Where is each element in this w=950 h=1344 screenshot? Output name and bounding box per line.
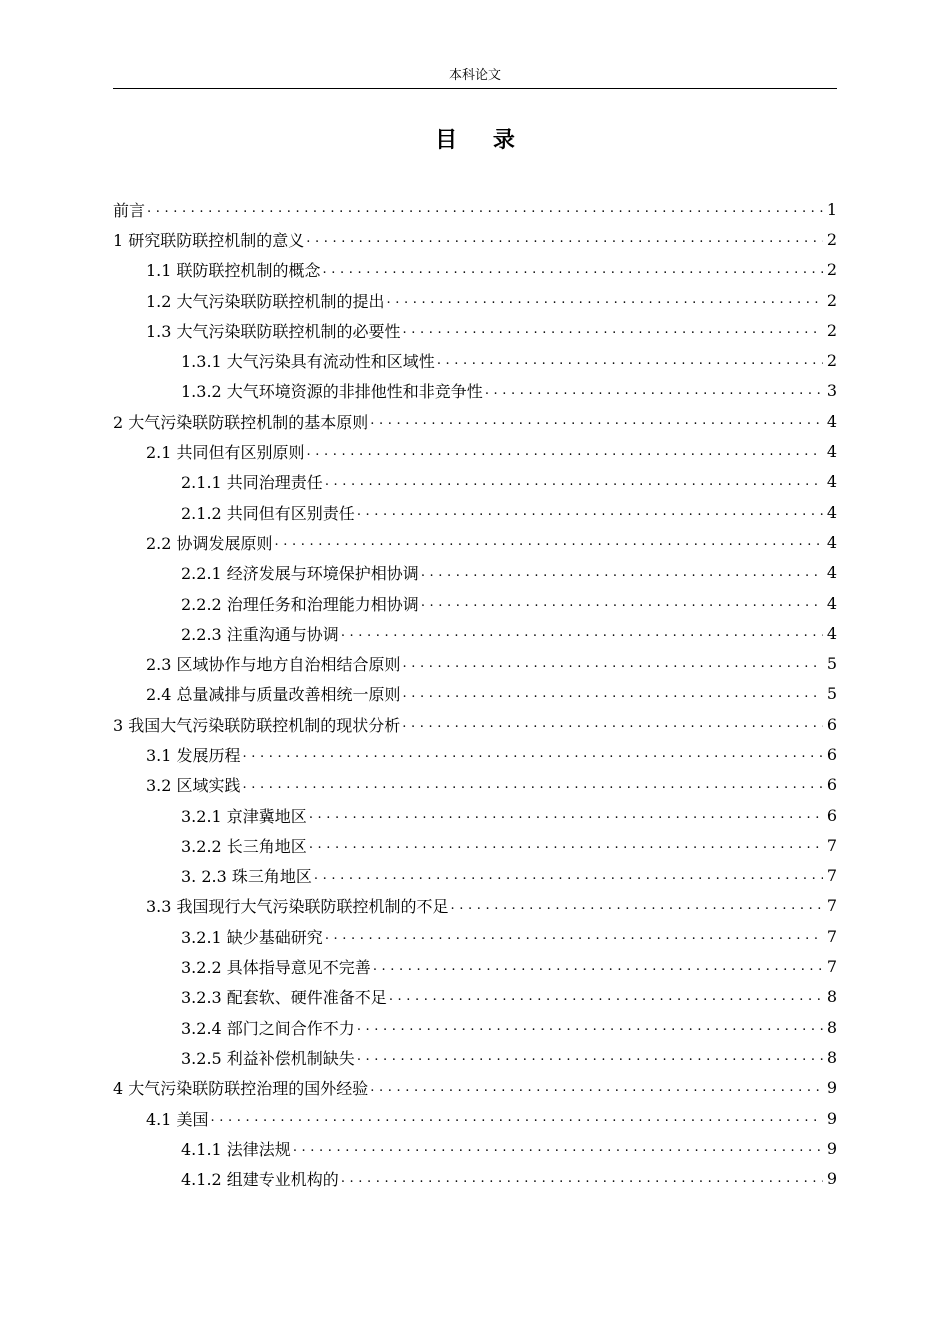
toc-entry-title: 2.2.1 经济发展与环境保护相协调 xyxy=(181,564,419,584)
toc-entry[interactable] xyxy=(113,467,837,497)
page-title: 目 录 xyxy=(435,128,529,153)
toc-entry[interactable] xyxy=(113,1103,837,1133)
toc-entry-title: 3.2.4 部门之间合作不力 xyxy=(181,1018,355,1038)
toc-entry-page-number: 5 xyxy=(826,684,837,704)
toc-dot-leader xyxy=(357,1012,823,1042)
toc-entry-page-number: 5 xyxy=(826,654,837,674)
toc-entry-page-number: 4 xyxy=(826,593,837,613)
toc-entry-title: 1.3.2 大气环境资源的非排他性和非竞争性 xyxy=(181,382,483,402)
toc-entry-page-number: 3 xyxy=(826,381,837,401)
toc-entry-title: 3.2 区域实践 xyxy=(146,776,241,796)
toc-entry-title: 2.2.3 注重沟通与协调 xyxy=(181,624,339,644)
toc-dot-leader xyxy=(403,649,823,679)
toc-dot-leader xyxy=(370,406,823,436)
toc-entry-page-number: 2 xyxy=(826,320,837,340)
toc-entry-title: 1.3 大气污染联防联控机制的必要性 xyxy=(146,321,401,341)
toc-dot-leader xyxy=(293,1133,823,1163)
toc-entry-page-number: 9 xyxy=(826,1078,837,1098)
toc-entry[interactable] xyxy=(113,800,837,830)
toc-entry[interactable] xyxy=(113,527,837,557)
toc-entry-page-number: 4 xyxy=(826,563,837,583)
toc-dot-leader xyxy=(357,497,823,527)
toc-dot-leader xyxy=(387,285,823,315)
toc-entry-page-number: 4 xyxy=(826,623,837,643)
toc-dot-leader xyxy=(275,527,823,557)
toc-entry[interactable] xyxy=(113,861,837,891)
toc-dot-leader xyxy=(341,1164,823,1194)
toc-entry[interactable] xyxy=(113,921,837,951)
toc-entry[interactable] xyxy=(113,285,837,315)
running-header xyxy=(113,66,837,89)
toc-entry-title: 3.2.2 长三角地区 xyxy=(181,836,307,856)
toc-entry-title: 2.4 总量减排与质量改善相统一原则 xyxy=(146,685,401,705)
toc-entry-page-number: 7 xyxy=(826,866,837,886)
toc-entry-title: 1.2 大气污染联防联控机制的提出 xyxy=(146,291,385,311)
toc-entry-page-number: 6 xyxy=(826,775,837,795)
toc-entry[interactable] xyxy=(113,1073,837,1103)
table-of-contents xyxy=(113,194,837,1194)
toc-dot-leader xyxy=(421,588,823,618)
toc-dot-leader xyxy=(389,982,823,1012)
toc-dot-leader xyxy=(309,830,823,860)
toc-entry-page-number: 4 xyxy=(826,411,837,431)
toc-dot-leader xyxy=(370,1073,823,1103)
toc-dot-leader xyxy=(403,679,823,709)
toc-entry-title: 3.2.1 京津冀地区 xyxy=(181,806,307,826)
toc-entry-title: 1.3.1 大气污染具有流动性和区域性 xyxy=(181,352,435,372)
toc-entry-title: 3.3 我国现行大气污染联防联控机制的不足 xyxy=(146,897,449,917)
toc-entry[interactable] xyxy=(113,588,837,618)
toc-dot-leader xyxy=(147,194,823,224)
toc-entry-page-number: 7 xyxy=(826,957,837,977)
toc-entry-title: 2.1 共同但有区别原则 xyxy=(146,443,305,463)
toc-entry[interactable] xyxy=(113,739,837,769)
toc-entry-title: 1 研究联防联控机制的意义 xyxy=(113,230,305,250)
toc-entry-page-number: 9 xyxy=(826,1169,837,1189)
toc-entry-page-number: 6 xyxy=(826,714,837,734)
toc-dot-leader xyxy=(325,921,823,951)
toc-entry-page-number: 7 xyxy=(826,896,837,916)
toc-entry-page-number: 1 xyxy=(826,199,837,219)
toc-entry-page-number: 2 xyxy=(826,260,837,280)
toc-entry[interactable] xyxy=(113,982,837,1012)
toc-entry-title: 3.2.3 配套软、硬件准备不足 xyxy=(181,988,387,1008)
toc-entry-title: 3. 2.3 珠三角地区 xyxy=(181,867,312,887)
toc-entry-page-number: 6 xyxy=(826,805,837,825)
toc-entry-title: 4.1 美国 xyxy=(146,1109,209,1129)
toc-entry-title: 3.2.1 缺少基础研究 xyxy=(181,927,323,947)
toc-dot-leader xyxy=(437,346,823,376)
toc-entry-page-number: 4 xyxy=(826,502,837,522)
toc-dot-leader xyxy=(314,861,823,891)
toc-entry-page-number: 4 xyxy=(826,442,837,462)
toc-entry[interactable] xyxy=(113,679,837,709)
toc-entry-title: 2.2 协调发展原则 xyxy=(146,533,273,553)
toc-entry-page-number: 9 xyxy=(826,1138,837,1158)
toc-entry-title: 前言 xyxy=(113,200,146,220)
toc-entry-title: 3.2.5 利益补偿机制缺失 xyxy=(181,1048,355,1068)
toc-entry[interactable] xyxy=(113,315,837,345)
toc-entry[interactable] xyxy=(113,830,837,860)
toc-entry-title: 4 大气污染联防联控治理的国外经验 xyxy=(113,1079,369,1099)
toc-entry[interactable] xyxy=(113,1012,837,1042)
toc-entry-page-number: 7 xyxy=(826,926,837,946)
toc-entry[interactable] xyxy=(113,558,837,588)
toc-dot-leader xyxy=(211,1103,823,1133)
toc-entry[interactable] xyxy=(113,951,837,981)
toc-entry-title: 2.2.2 治理任务和治理能力相协调 xyxy=(181,594,419,614)
toc-entry-page-number: 8 xyxy=(826,1047,837,1067)
toc-entry-page-number: 2 xyxy=(826,229,837,249)
toc-dot-leader xyxy=(341,618,823,648)
toc-entry[interactable] xyxy=(113,618,837,648)
toc-entry[interactable] xyxy=(113,1042,837,1072)
toc-entry[interactable] xyxy=(113,436,837,466)
toc-dot-leader xyxy=(309,800,823,830)
toc-entry[interactable] xyxy=(113,1133,837,1163)
toc-entry-title: 2.1.1 共同治理责任 xyxy=(181,473,323,493)
toc-entry[interactable] xyxy=(113,224,837,254)
toc-dot-leader xyxy=(307,437,823,467)
toc-dot-leader xyxy=(402,709,823,739)
toc-dot-leader xyxy=(243,739,823,769)
toc-entry[interactable] xyxy=(113,648,837,678)
toc-dot-leader xyxy=(243,770,823,800)
toc-entry-page-number: 7 xyxy=(826,835,837,855)
toc-entry-title: 1.1 联防联控机制的概念 xyxy=(146,261,321,281)
toc-entry-page-number: 2 xyxy=(826,290,837,310)
toc-entry[interactable] xyxy=(113,497,837,527)
toc-dot-leader xyxy=(451,891,823,921)
toc-entry-title: 3.2.2 具体指导意见不完善 xyxy=(181,958,371,978)
toc-entry-page-number: 9 xyxy=(826,1108,837,1128)
running-header-title: 本科论文 xyxy=(448,68,501,83)
toc-entry-page-number: 4 xyxy=(826,472,837,492)
toc-entry-page-number: 2 xyxy=(826,351,837,371)
toc-entry[interactable] xyxy=(113,376,837,406)
toc-entry-title: 2.3 区域协作与地方自治相结合原则 xyxy=(146,655,401,675)
toc-entry[interactable] xyxy=(113,255,837,285)
toc-entry-page-number: 4 xyxy=(826,532,837,552)
toc-entry[interactable] xyxy=(113,891,837,921)
toc-dot-leader xyxy=(403,315,823,345)
toc-entry-page-number: 8 xyxy=(826,1017,837,1037)
toc-entry[interactable] xyxy=(113,770,837,800)
toc-entry-page-number: 6 xyxy=(826,744,837,764)
toc-dot-leader xyxy=(325,467,823,497)
toc-dot-leader xyxy=(485,376,823,406)
toc-entry[interactable] xyxy=(113,1164,837,1194)
toc-dot-leader xyxy=(357,1042,823,1072)
toc-entry[interactable] xyxy=(113,345,837,375)
toc-entry-page-number: 8 xyxy=(826,987,837,1007)
toc-entry-title: 3 我国大气污染联防联控机制的现状分析 xyxy=(113,715,401,735)
toc-entry[interactable] xyxy=(113,406,837,436)
toc-entry-title: 2 大气污染联防联控机制的基本原则 xyxy=(113,412,369,432)
toc-dot-leader xyxy=(323,255,823,285)
toc-entry-title: 2.1.2 共同但有区别责任 xyxy=(181,503,355,523)
toc-entry-title: 4.1.1 法律法规 xyxy=(181,1139,291,1159)
toc-entry-title: 3.1 发展历程 xyxy=(146,745,241,765)
toc-entry-title: 4.1.2 组建专业机构的 xyxy=(181,1170,339,1190)
toc-entry[interactable] xyxy=(113,709,837,739)
toc-dot-leader xyxy=(421,558,823,588)
toc-entry[interactable] xyxy=(113,194,837,224)
toc-dot-leader xyxy=(306,224,823,254)
toc-dot-leader xyxy=(373,952,823,982)
